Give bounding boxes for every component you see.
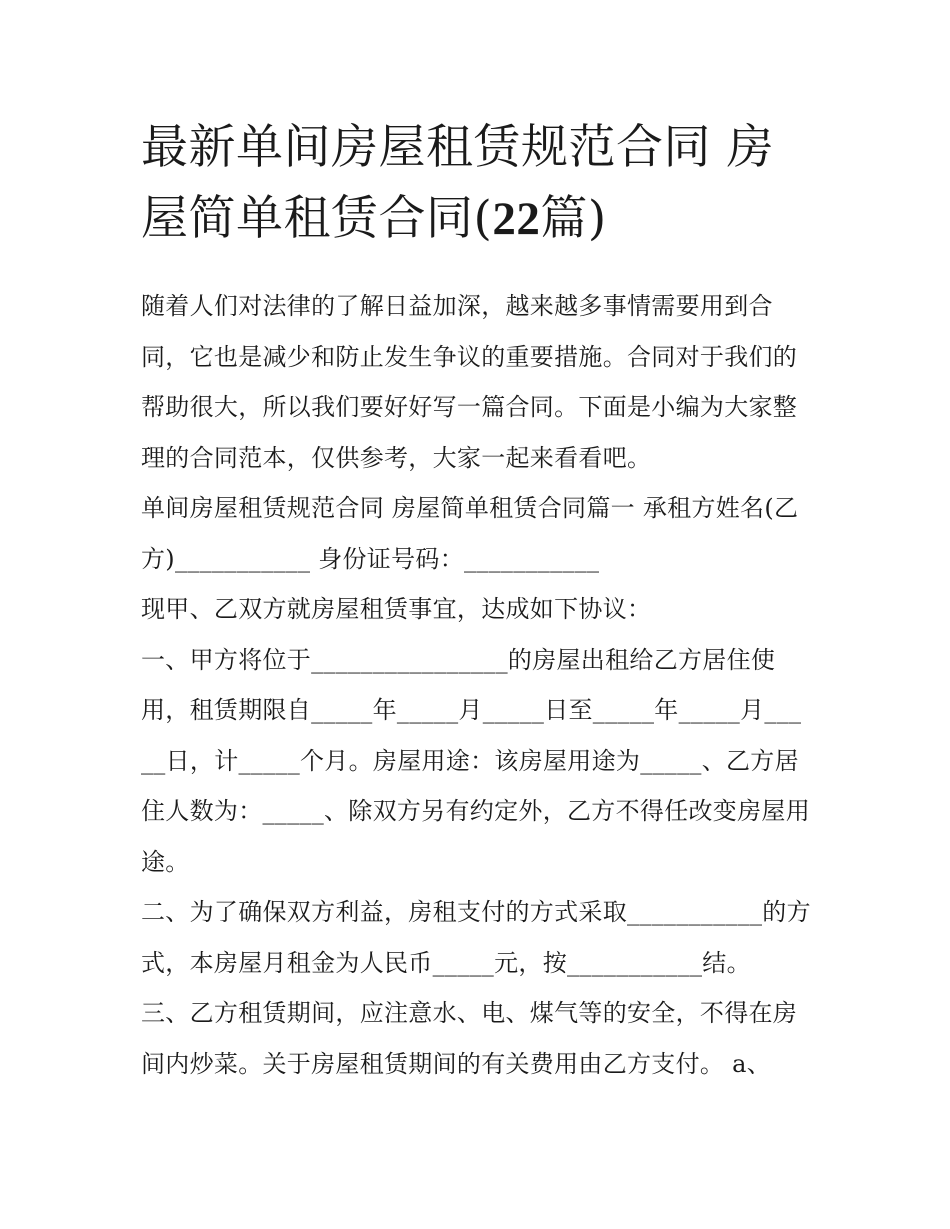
- clause-three: 三、乙方租赁期间，应注意水、电、煤气等的安全，不得在房间内炒菜。关于房屋租赁期间的有关费用由乙方支付。 a、: [141, 999, 798, 1078]
- clause-one: 一、甲方将位于________________的房屋出租给乙方居住使用，租赁期限自_____年_____月_____日至_____年_____月_____日，计_____个月。房屋用途：该房屋用途为_____、乙方居住人数为：_____、除双方另有约定外，乙方不得任改变房屋用途。: [141, 645, 810, 876]
- agreement-preamble: 现甲、乙双方就房屋租赁事宜，达成如下协议：: [141, 595, 652, 623]
- intro-paragraph: 随着人们对法律的了解日益加深，越来越多事情需要用到合同，它也是减少和防止发生争议的重要措施。合同对于我们的帮助很大，所以我们要好好写一篇合同。下面是小编为大家整理的合同范本，仅供参考，大家一起来看看吧。: [141, 292, 798, 472]
- document-body: [141, 281, 813, 1089]
- title-count: 22: [492, 193, 541, 245]
- document-title: 最新单间房屋租赁规范合同 房屋简单租赁合同(22篇): [141, 120, 774, 246]
- document-page: [141, 112, 813, 1089]
- clause-two: 二、为了确保双方利益，房租支付的方式采取___________的方式，本房屋月租金为人民币_____元，按___________结。: [141, 898, 811, 977]
- tenant-info-paragraph: 单间房屋租赁规范合同 房屋简单租赁合同篇一 承租方姓名(乙方)___________ 身份证号码：___________: [141, 494, 799, 573]
